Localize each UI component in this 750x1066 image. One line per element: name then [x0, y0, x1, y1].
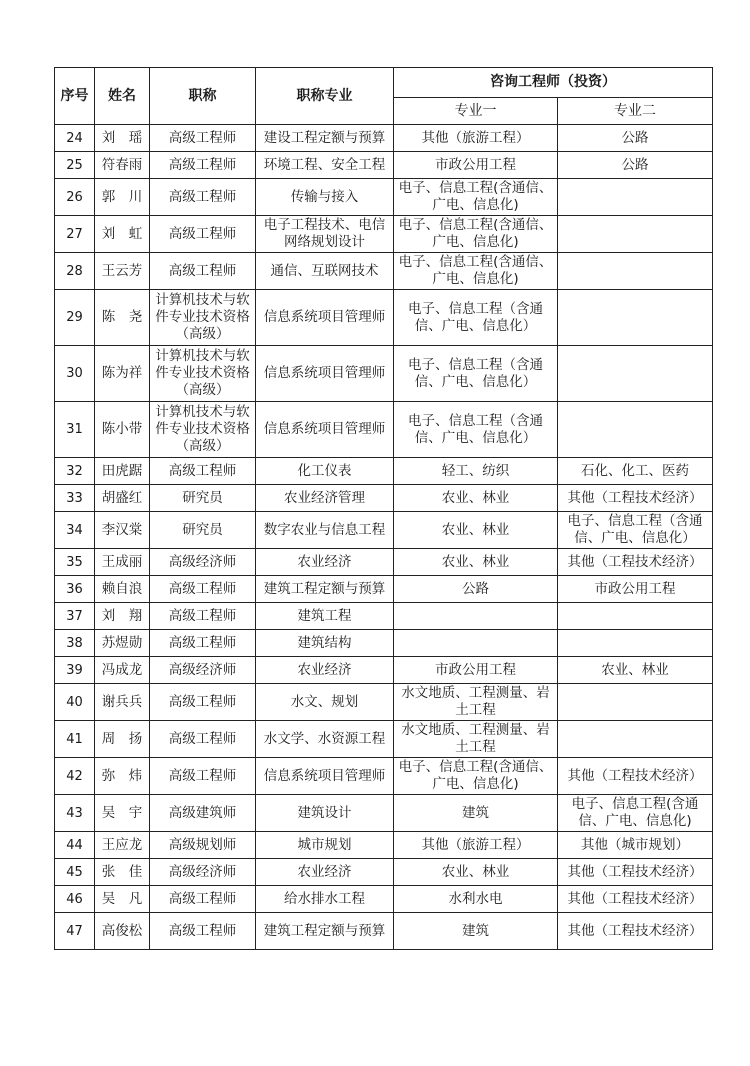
- cell-title: 高级工程师: [150, 886, 256, 913]
- cell-spec1: 水文地质、工程测量、岩土工程: [394, 684, 558, 721]
- cell-seq: 42: [55, 758, 95, 795]
- cell-spec1: 其他（旅游工程）: [394, 832, 558, 859]
- cell-spec2: 公路: [558, 152, 713, 179]
- table-row: [55, 886, 713, 913]
- cell-spec1: [394, 603, 558, 630]
- cell-name: 冯成龙: [95, 657, 150, 684]
- cell-spec1: 其他（旅游工程）: [394, 125, 558, 152]
- cell-name: 刘 瑶: [95, 125, 150, 152]
- header-title-major: 职称专业: [256, 68, 394, 125]
- cell-spec2: 其他（城市规划）: [558, 832, 713, 859]
- cell-name: 陈小带: [95, 402, 150, 458]
- cell-title: 高级工程师: [150, 684, 256, 721]
- cell-title-major: 建筑设计: [256, 795, 394, 832]
- cell-name: 李汉棠: [95, 512, 150, 549]
- cell-name: 田虎踞: [95, 458, 150, 485]
- cell-name: 谢兵兵: [95, 684, 150, 721]
- cell-title: 计算机技术与软件专业技术资格（高级）: [150, 290, 256, 346]
- cell-spec2: 市政公用工程: [558, 576, 713, 603]
- cell-title: 高级经济师: [150, 657, 256, 684]
- cell-seq: 37: [55, 603, 95, 630]
- cell-title-major: 建筑结构: [256, 630, 394, 657]
- table-row: [55, 913, 713, 950]
- cell-seq: 46: [55, 886, 95, 913]
- cell-name: 苏煜勋: [95, 630, 150, 657]
- cell-title: 计算机技术与软件专业技术资格（高级）: [150, 346, 256, 402]
- cell-spec2: 石化、化工、医药: [558, 458, 713, 485]
- cell-spec2: [558, 684, 713, 721]
- cell-seq: 26: [55, 179, 95, 216]
- cell-seq: 32: [55, 458, 95, 485]
- cell-spec1: [394, 630, 558, 657]
- cell-name: 王成丽: [95, 549, 150, 576]
- cell-spec2: [558, 402, 713, 458]
- cell-title: 高级工程师: [150, 576, 256, 603]
- table-row: [55, 402, 713, 458]
- cell-seq: 44: [55, 832, 95, 859]
- cell-title: 研究员: [150, 485, 256, 512]
- table-row: [55, 216, 713, 253]
- cell-spec1: 公路: [394, 576, 558, 603]
- cell-spec1: 轻工、纺织: [394, 458, 558, 485]
- cell-spec1: 农业、林业: [394, 485, 558, 512]
- cell-spec1: 建筑: [394, 913, 558, 950]
- cell-seq: 34: [55, 512, 95, 549]
- cell-title-major: 数字农业与信息工程: [256, 512, 394, 549]
- cell-title-major: 电子工程技术、电信网络规划设计: [256, 216, 394, 253]
- cell-title-major: 建筑工程定额与预算: [256, 576, 394, 603]
- cell-seq: 31: [55, 402, 95, 458]
- header-name: 姓名: [95, 68, 150, 125]
- cell-title-major: 水文、规划: [256, 684, 394, 721]
- cell-spec1: 电子、信息工程(含通信、广电、信息化): [394, 253, 558, 290]
- cell-title-major: 化工仪表: [256, 458, 394, 485]
- cell-spec1: 水文地质、工程测量、岩土工程: [394, 721, 558, 758]
- cell-seq: 33: [55, 485, 95, 512]
- cell-spec2: [558, 603, 713, 630]
- cell-seq: 25: [55, 152, 95, 179]
- cell-title: 高级工程师: [150, 216, 256, 253]
- header-spec2: 专业二: [558, 98, 713, 125]
- cell-name: 高俊松: [95, 913, 150, 950]
- cell-seq: 36: [55, 576, 95, 603]
- cell-name: 郭 川: [95, 179, 150, 216]
- cell-title-major: 信息系统项目管理师: [256, 758, 394, 795]
- cell-title-major: 建筑工程定额与预算: [256, 913, 394, 950]
- cell-title-major: 农业经济管理: [256, 485, 394, 512]
- cell-name: 陈 尧: [95, 290, 150, 346]
- table-row: [55, 458, 713, 485]
- cell-spec1: 建筑: [394, 795, 558, 832]
- cell-spec2: [558, 253, 713, 290]
- cell-title-major: 农业经济: [256, 657, 394, 684]
- cell-title: 高级工程师: [150, 253, 256, 290]
- cell-title: 高级工程师: [150, 152, 256, 179]
- cell-title: 高级工程师: [150, 721, 256, 758]
- cell-title: 高级工程师: [150, 630, 256, 657]
- table-row: [55, 549, 713, 576]
- cell-title-major: 传输与接入: [256, 179, 394, 216]
- cell-spec2: [558, 216, 713, 253]
- cell-title: 高级工程师: [150, 603, 256, 630]
- cell-spec2: 其他（工程技术经济）: [558, 859, 713, 886]
- roster-body: [55, 125, 713, 950]
- cell-name: 赖自浪: [95, 576, 150, 603]
- cell-spec1: 电子、信息工程（含通信、广电、信息化）: [394, 346, 558, 402]
- cell-spec2: 电子、信息工程（含通信、广电、信息化）: [558, 512, 713, 549]
- cell-seq: 27: [55, 216, 95, 253]
- cell-title-major: 给水排水工程: [256, 886, 394, 913]
- cell-seq: 45: [55, 859, 95, 886]
- table-row: [55, 758, 713, 795]
- cell-name: 刘 翔: [95, 603, 150, 630]
- cell-title: 高级经济师: [150, 549, 256, 576]
- cell-title: 高级规划师: [150, 832, 256, 859]
- cell-spec1: 电子、信息工程(含通信、广电、信息化): [394, 758, 558, 795]
- table-row: [55, 721, 713, 758]
- table-row: [55, 657, 713, 684]
- table-row: [55, 576, 713, 603]
- cell-name: 吴 宇: [95, 795, 150, 832]
- cell-name: 张 佳: [95, 859, 150, 886]
- cell-spec2: 其他（工程技术经济）: [558, 485, 713, 512]
- header-consulting-engineer: 咨询工程师（投资）: [394, 68, 713, 98]
- cell-title-major: 农业经济: [256, 859, 394, 886]
- cell-spec2: 其他（工程技术经济）: [558, 758, 713, 795]
- cell-spec2: 电子、信息工程(含通信、广电、信息化): [558, 795, 713, 832]
- cell-seq: 28: [55, 253, 95, 290]
- table-row: [55, 152, 713, 179]
- table-row: [55, 684, 713, 721]
- cell-title-major: 水文学、水资源工程: [256, 721, 394, 758]
- cell-spec2: 其他（工程技术经济）: [558, 549, 713, 576]
- table-row: [55, 603, 713, 630]
- cell-name: 吴 凡: [95, 886, 150, 913]
- cell-spec2: [558, 290, 713, 346]
- cell-seq: 40: [55, 684, 95, 721]
- cell-title-major: 信息系统项目管理师: [256, 402, 394, 458]
- cell-title: 高级工程师: [150, 179, 256, 216]
- table-row: [55, 512, 713, 549]
- cell-title: 高级经济师: [150, 859, 256, 886]
- cell-spec1: 农业、林业: [394, 512, 558, 549]
- cell-title-major: 建设工程定额与预算: [256, 125, 394, 152]
- header-title: 职称: [150, 68, 256, 125]
- cell-title-major: 农业经济: [256, 549, 394, 576]
- table-row: [55, 832, 713, 859]
- cell-spec2: 其他（工程技术经济）: [558, 886, 713, 913]
- table-row: [55, 346, 713, 402]
- cell-name: 周 扬: [95, 721, 150, 758]
- cell-title: 高级建筑师: [150, 795, 256, 832]
- cell-spec1: 市政公用工程: [394, 152, 558, 179]
- cell-name: 陈为祥: [95, 346, 150, 402]
- cell-spec1: 水利水电: [394, 886, 558, 913]
- cell-title-major: 信息系统项目管理师: [256, 290, 394, 346]
- header-spec1: 专业一: [394, 98, 558, 125]
- cell-title-major: 通信、互联网技术: [256, 253, 394, 290]
- consultant-roster-table: [54, 67, 713, 950]
- cell-spec1: 农业、林业: [394, 859, 558, 886]
- cell-title: 高级工程师: [150, 125, 256, 152]
- cell-name: 王云芳: [95, 253, 150, 290]
- table-row: [55, 859, 713, 886]
- header-seq: 序号: [55, 68, 95, 125]
- cell-name: 王应龙: [95, 832, 150, 859]
- cell-spec1: 电子、信息工程(含通信、广电、信息化): [394, 179, 558, 216]
- cell-spec2: 公路: [558, 125, 713, 152]
- cell-spec2: [558, 346, 713, 402]
- table-row: [55, 125, 713, 152]
- cell-title: 研究员: [150, 512, 256, 549]
- cell-title: 高级工程师: [150, 913, 256, 950]
- cell-title-major: 环境工程、安全工程: [256, 152, 394, 179]
- cell-name: 符春雨: [95, 152, 150, 179]
- cell-spec2: [558, 179, 713, 216]
- cell-seq: 43: [55, 795, 95, 832]
- table-row: [55, 253, 713, 290]
- table-row: [55, 485, 713, 512]
- cell-seq: 35: [55, 549, 95, 576]
- cell-title-major: 建筑工程: [256, 603, 394, 630]
- cell-spec1: 电子、信息工程(含通信、广电、信息化): [394, 216, 558, 253]
- cell-spec2: 农业、林业: [558, 657, 713, 684]
- cell-spec1: 市政公用工程: [394, 657, 558, 684]
- cell-title-major: 城市规划: [256, 832, 394, 859]
- table-row: [55, 290, 713, 346]
- cell-title: 高级工程师: [150, 758, 256, 795]
- cell-seq: 41: [55, 721, 95, 758]
- table-row: [55, 179, 713, 216]
- cell-seq: 47: [55, 913, 95, 950]
- cell-seq: 29: [55, 290, 95, 346]
- cell-seq: 39: [55, 657, 95, 684]
- cell-spec1: 电子、信息工程（含通信、广电、信息化）: [394, 402, 558, 458]
- table-row: [55, 630, 713, 657]
- cell-spec2: 其他（工程技术经济）: [558, 913, 713, 950]
- cell-spec1: 电子、信息工程（含通信、广电、信息化）: [394, 290, 558, 346]
- cell-spec2: [558, 721, 713, 758]
- cell-seq: 24: [55, 125, 95, 152]
- cell-title: 高级工程师: [150, 458, 256, 485]
- table-row: [55, 795, 713, 832]
- cell-title: 计算机技术与软件专业技术资格（高级）: [150, 402, 256, 458]
- cell-name: 弥 炜: [95, 758, 150, 795]
- cell-seq: 30: [55, 346, 95, 402]
- cell-name: 刘 虹: [95, 216, 150, 253]
- cell-spec1: 农业、林业: [394, 549, 558, 576]
- cell-seq: 38: [55, 630, 95, 657]
- cell-name: 胡盛红: [95, 485, 150, 512]
- cell-title-major: 信息系统项目管理师: [256, 346, 394, 402]
- cell-spec2: [558, 630, 713, 657]
